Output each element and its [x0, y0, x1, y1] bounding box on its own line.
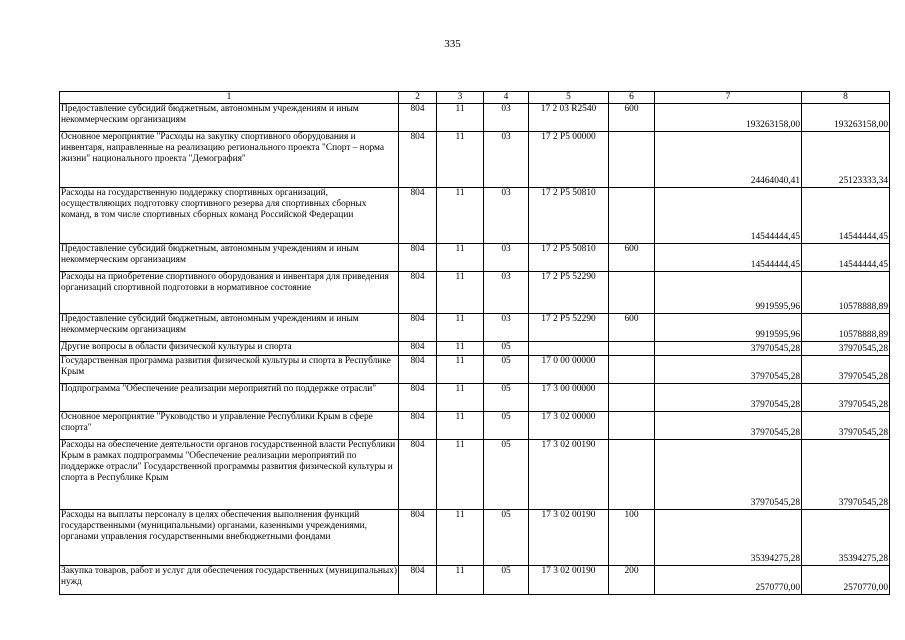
item-name-cell: Основное мероприятие "Руководство и управление Республики Крым в сфере спорта" — [60, 412, 399, 440]
sum-year-1-cell: 37970545,28 — [655, 384, 802, 412]
target-article-cell: 17 2 P5 00000 — [529, 132, 609, 188]
expense-type-cell — [609, 342, 655, 356]
table-row — [60, 440, 890, 510]
subsection-cell: 03 — [484, 244, 529, 272]
sum-year-1-cell: 9919595,96 — [655, 272, 802, 314]
target-article-cell: 17 2 P5 52290 — [529, 272, 609, 314]
expense-type-cell: 600 — [609, 244, 655, 272]
sum-year-2-cell: 37970545,28 — [802, 384, 890, 412]
table-row — [60, 510, 890, 566]
sum-year-1-cell: 37970545,28 — [655, 342, 802, 356]
target-article-cell: 17 3 02 00000 — [529, 412, 609, 440]
item-name-cell: Предоставление субсидий бюджетным, автономным учреждениям и иным некоммерческим организациям — [60, 104, 399, 132]
target-article-cell: 17 2 P5 50810 — [529, 244, 609, 272]
header-cell: 1 — [60, 92, 399, 104]
admin-code-cell: 804 — [399, 356, 437, 384]
target-article-cell: 17 3 02 00190 — [529, 566, 609, 595]
subsection-cell: 03 — [484, 132, 529, 188]
admin-code-cell: 804 — [399, 566, 437, 595]
header-cell: 7 — [655, 92, 802, 104]
section-cell: 11 — [437, 314, 484, 342]
admin-code-cell: 804 — [399, 412, 437, 440]
sum-year-1-cell: 37970545,28 — [655, 412, 802, 440]
target-article-cell: 17 2 03 R2540 — [529, 104, 609, 132]
admin-code-cell: 804 — [399, 244, 437, 272]
table-header-row — [60, 92, 890, 104]
subsection-cell: 05 — [484, 566, 529, 595]
item-name-cell: Государственная программа развития физической культуры и спорта в Республике Крым — [60, 356, 399, 384]
sum-year-1-cell: 2570770,00 — [655, 566, 802, 595]
item-name-cell: Подпрограмма "Обеспечение реализации мероприятий по поддержке отрасли" — [60, 384, 399, 412]
expense-type-cell — [609, 384, 655, 412]
admin-code-cell: 804 — [399, 104, 437, 132]
target-article-cell: 17 2 P5 50810 — [529, 188, 609, 244]
header-cell: 2 — [399, 92, 437, 104]
expense-type-cell: 200 — [609, 566, 655, 595]
sum-year-2-cell: 37970545,28 — [802, 356, 890, 384]
expense-type-cell: 600 — [609, 104, 655, 132]
sum-year-1-cell: 14544444,45 — [655, 244, 802, 272]
admin-code-cell: 804 — [399, 510, 437, 566]
sum-year-1-cell: 14544444,45 — [655, 188, 802, 244]
subsection-cell: 03 — [484, 104, 529, 132]
section-cell: 11 — [437, 244, 484, 272]
item-name-cell: Закупка товаров, работ и услуг для обеспечения государственных (муниципальных) нужд — [60, 566, 399, 595]
table-row — [60, 188, 890, 244]
sum-year-2-cell: 25123333,34 — [802, 132, 890, 188]
section-cell: 11 — [437, 440, 484, 510]
sum-year-2-cell: 14544444,45 — [802, 188, 890, 244]
header-cell: 4 — [484, 92, 529, 104]
sum-year-2-cell: 10578888,89 — [802, 314, 890, 342]
sum-year-2-cell: 35394275,28 — [802, 510, 890, 566]
admin-code-cell: 804 — [399, 384, 437, 412]
subsection-cell: 05 — [484, 440, 529, 510]
expense-type-cell — [609, 132, 655, 188]
table-row — [60, 314, 890, 342]
section-cell: 11 — [437, 566, 484, 595]
expense-type-cell: 600 — [609, 314, 655, 342]
header-cell: 5 — [529, 92, 609, 104]
section-cell: 11 — [437, 412, 484, 440]
target-article-cell — [529, 342, 609, 356]
section-cell: 11 — [437, 272, 484, 314]
item-name-cell: Предоставление субсидий бюджетным, автономным учреждениям и иным некоммерческим организациям — [60, 244, 399, 272]
item-name-cell: Расходы на приобретение спортивного оборудования и инвентаря для приведения организаций спортивной подготовки в нормативное состояние — [60, 272, 399, 314]
item-name-cell: Основное мероприятие "Расходы на закупку спортивного оборудования и инвентаря, направленные на реализацию регионального проекта "Спорт – норма жизни" национального проекта "Демография" — [60, 132, 399, 188]
sum-year-2-cell: 37970545,28 — [802, 412, 890, 440]
subsection-cell: 05 — [484, 510, 529, 566]
expense-type-cell — [609, 272, 655, 314]
expense-type-cell — [609, 356, 655, 384]
header-cell: 8 — [802, 92, 890, 104]
subsection-cell: 03 — [484, 272, 529, 314]
header-cell: 3 — [437, 92, 484, 104]
table-row — [60, 384, 890, 412]
page-number: 335 — [444, 38, 461, 50]
item-name-cell: Расходы на выплаты персоналу в целях обеспечения выполнения функций государственными (муниципальными) органами, казенными учреждениями, органами управления государственными внебюджетными фондами — [60, 510, 399, 566]
admin-code-cell: 804 — [399, 342, 437, 356]
header-cell: 6 — [609, 92, 655, 104]
expense-type-cell — [609, 188, 655, 244]
target-article-cell: 17 2 P5 52290 — [529, 314, 609, 342]
subsection-cell: 05 — [484, 342, 529, 356]
subsection-cell: 05 — [484, 356, 529, 384]
admin-code-cell: 804 — [399, 272, 437, 314]
subsection-cell: 03 — [484, 188, 529, 244]
sum-year-2-cell: 10578888,89 — [802, 272, 890, 314]
subsection-cell: 05 — [484, 412, 529, 440]
item-name-cell: Расходы на государственную поддержку спортивных организаций, осуществляющих подготовку спортивного резерва для спортивных сборных команд, в том числе спортивных сборных команд Российской Федерации — [60, 188, 399, 244]
sum-year-2-cell: 37970545,28 — [802, 342, 890, 356]
section-cell: 11 — [437, 104, 484, 132]
target-article-cell: 17 3 02 00190 — [529, 440, 609, 510]
target-article-cell: 17 0 00 00000 — [529, 356, 609, 384]
table-row — [60, 132, 890, 188]
expense-type-cell — [609, 412, 655, 440]
table-row — [60, 412, 890, 440]
admin-code-cell: 804 — [399, 188, 437, 244]
table-row — [60, 272, 890, 314]
section-cell: 11 — [437, 384, 484, 412]
table-row — [60, 342, 890, 356]
sum-year-1-cell: 193263158,00 — [655, 104, 802, 132]
section-cell: 11 — [437, 342, 484, 356]
sum-year-1-cell: 37970545,28 — [655, 440, 802, 510]
admin-code-cell: 804 — [399, 132, 437, 188]
table-row — [60, 244, 890, 272]
subsection-cell: 03 — [484, 314, 529, 342]
item-name-cell: Другие вопросы в области физической культуры и спорта — [60, 342, 399, 356]
sum-year-1-cell: 9919595,96 — [655, 314, 802, 342]
table-row — [60, 566, 890, 595]
subsection-cell: 05 — [484, 384, 529, 412]
item-name-cell: Расходы на обеспечение деятельности органов государственной власти Республики Крым в рамках подпрограммы "Обеспечение реализации мероприятий по поддержке отрасли" Государственной программы развития физической культуры и спорта в Республике Крым — [60, 440, 399, 510]
expense-type-cell: 100 — [609, 510, 655, 566]
table-row — [60, 104, 890, 132]
sum-year-1-cell: 35394275,28 — [655, 510, 802, 566]
sum-year-2-cell: 193263158,00 — [802, 104, 890, 132]
item-name-cell: Предоставление субсидий бюджетным, автономным учреждениям и иным некоммерческим организациям — [60, 314, 399, 342]
target-article-cell: 17 3 00 00000 — [529, 384, 609, 412]
section-cell: 11 — [437, 510, 484, 566]
admin-code-cell: 804 — [399, 440, 437, 510]
sum-year-1-cell: 24464040,41 — [655, 132, 802, 188]
sum-year-2-cell: 2570770,00 — [802, 566, 890, 595]
section-cell: 11 — [437, 188, 484, 244]
sum-year-1-cell: 37970545,28 — [655, 356, 802, 384]
table-row — [60, 356, 890, 384]
admin-code-cell: 804 — [399, 314, 437, 342]
expense-type-cell — [609, 440, 655, 510]
budget-table — [59, 91, 890, 595]
section-cell: 11 — [437, 356, 484, 384]
target-article-cell: 17 3 02 00190 — [529, 510, 609, 566]
section-cell: 11 — [437, 132, 484, 188]
sum-year-2-cell: 14544444,45 — [802, 244, 890, 272]
sum-year-2-cell: 37970545,28 — [802, 440, 890, 510]
